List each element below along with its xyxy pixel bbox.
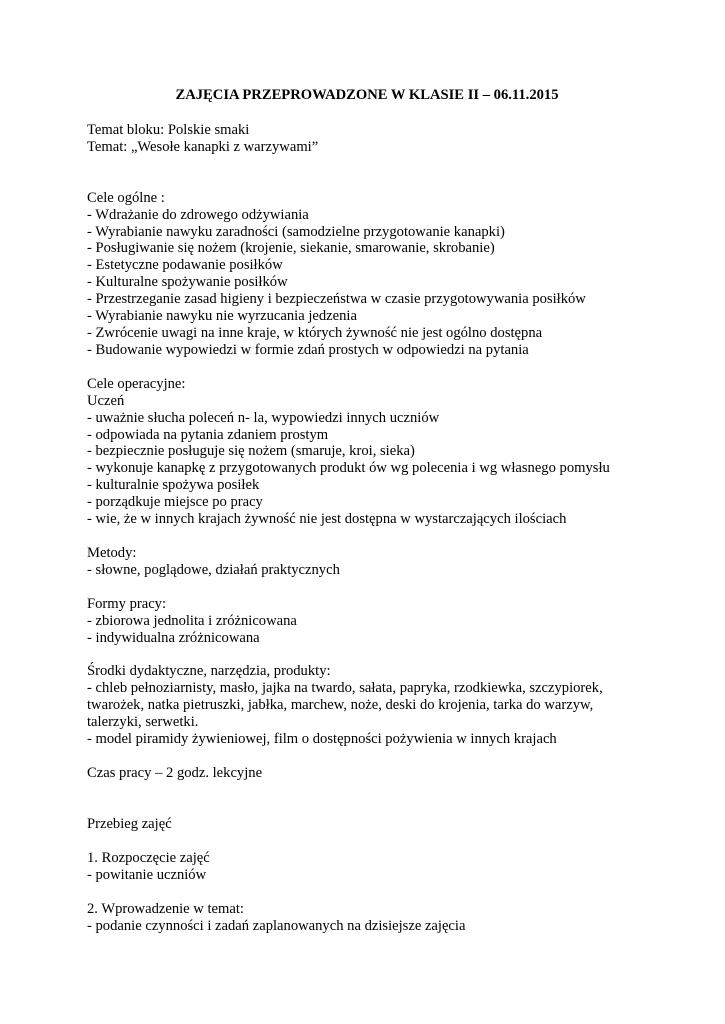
list-item: - Przestrzeganie zasad higieny i bezpieczeństwa w czasie przygotowywania posiłków xyxy=(87,291,586,308)
list-item: - uważnie słucha poleceń n- la, wypowiedzi innych uczniów xyxy=(87,409,440,426)
step-2-heading: 2. Wprowadzenie w temat: xyxy=(87,900,244,917)
list-item: - kulturalnie spożywa posiłek xyxy=(87,477,260,494)
general-goals-heading: Cele ogólne : xyxy=(87,189,165,206)
document-page xyxy=(87,87,647,934)
document-title: ZAJĘCIA PRZEPROWADZONE W KLASIE II – 06.11.2015 xyxy=(175,87,559,103)
materials-heading: Środki dydaktyczne, narzędzia, produkty: xyxy=(87,663,331,680)
duration-text: Czas pracy – 2 godz. lekcyjne xyxy=(87,765,263,781)
block-topic: Temat bloku: Polskie smaki xyxy=(87,121,250,138)
spacer xyxy=(87,528,647,545)
list-item: - Kulturalne spożywanie posiłków xyxy=(87,274,288,291)
operational-goals-heading: Cele operacyjne: xyxy=(87,375,186,392)
list-item: - Wyrabianie nawyku nie wyrzucania jedzenia xyxy=(87,308,357,325)
list-item: - słowne, poglądowe, działań praktycznych xyxy=(87,561,340,578)
list-item: - model piramidy żywieniowej, film o dostępności pożywienia w innych krajach xyxy=(87,731,557,748)
operational-goals-subheading: Uczeń xyxy=(87,392,125,409)
list-item: - Wyrabianie nawyku zaradności (samodzielne przygotowanie kanapki) xyxy=(87,223,505,240)
list-item: twarożek, natka pietruszki, jabłka, marchew, noże, deski do krojenia, tarka do warzyw, xyxy=(87,697,594,714)
duration-section xyxy=(87,765,647,782)
list-item: - powitanie uczniów xyxy=(87,866,207,883)
list-item: - wykonuje kanapkę z przygotowanych produkt ów wg polecenia i wg własnego pomysłu xyxy=(87,460,610,477)
spacer xyxy=(87,833,647,850)
list-item: talerzyki, serwetki. xyxy=(87,714,199,731)
lesson-topic: Temat: „Wesołe kanapki z warzywami” xyxy=(87,138,319,155)
list-item: - odpowiada na pytania zdaniem prostym xyxy=(87,426,329,443)
methods-section xyxy=(87,545,647,579)
topic-section xyxy=(87,122,647,156)
list-item: - Wdrażanie do zdrowego odżywiania xyxy=(87,206,309,223)
lesson-flow-section xyxy=(87,816,647,833)
methods-heading: Metody: xyxy=(87,544,137,561)
list-item: - Zwrócenie uwagi na inne kraje, w których żywność nie jest ogólno dostępna xyxy=(87,324,543,341)
general-goals-section xyxy=(87,190,647,359)
spacer xyxy=(87,748,647,765)
list-item: - porządkuje miejsce po pracy xyxy=(87,494,263,511)
list-item: - bezpiecznie posługuje się nożem (smaruje, kroi, sieka) xyxy=(87,443,415,460)
list-item: - indywidualna zróżnicowana xyxy=(87,629,260,646)
list-item: - podanie czynności i zadań zaplanowanych na dzisiejsze zajęcia xyxy=(87,917,466,934)
spacer xyxy=(87,782,647,816)
materials-section xyxy=(87,663,647,748)
spacer xyxy=(87,156,647,190)
list-item: - Budowanie wypowiedzi w formie zdań prostych w odpowiedzi na pytania xyxy=(87,341,529,358)
spacer xyxy=(87,359,647,376)
list-item: - wie, że w innych krajach żywność nie jest dostępna w wystarczających ilościach xyxy=(87,511,567,528)
list-item: - Posługiwanie się nożem (krojenie, siekanie, smarowanie, skrobanie) xyxy=(87,240,495,257)
step-1-section xyxy=(87,850,647,884)
spacer xyxy=(87,579,647,596)
list-item: - zbiorowa jednolita i zróżnicowana xyxy=(87,612,297,629)
operational-goals-section xyxy=(87,376,647,528)
step-2-section xyxy=(87,901,647,935)
work-forms-heading: Formy pracy: xyxy=(87,595,167,612)
step-1-heading: 1. Rozpoczęcie zajęć xyxy=(87,849,210,866)
list-item: - chleb pełnoziarnisty, masło, jajka na twardo, sałata, papryka, rzodkiewka, szczypiorek, xyxy=(87,680,603,697)
work-forms-section xyxy=(87,596,647,647)
spacer xyxy=(87,646,647,663)
list-item: - Estetyczne podawanie posiłków xyxy=(87,257,283,274)
spacer xyxy=(87,884,647,901)
lesson-flow-heading: Przebieg zajęć xyxy=(87,815,172,832)
